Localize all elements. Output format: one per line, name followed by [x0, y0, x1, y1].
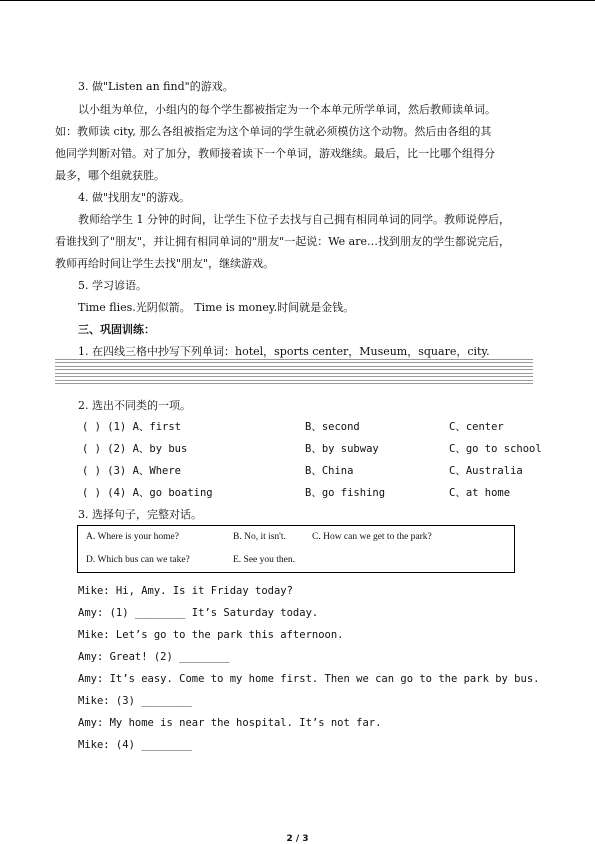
q1-text: 1. 在四线三格中抄写下列单词：hotel，sports center，Museum，square，city.	[78, 345, 490, 358]
p5-line-1: Time flies.光阴似箭。 Time is money.时间就是金钱。	[78, 301, 355, 314]
p5-title: 5. 学习谚语。	[78, 279, 147, 292]
q2-option-c: C、at home	[449, 487, 511, 499]
q2-title: 2. 选出不同类的一项。	[78, 399, 191, 412]
option-d: D. Which bus can we take?	[86, 555, 190, 565]
dialog-line: Amy: (1) ________ It’s Saturday today.	[78, 607, 319, 619]
top-rule	[0, 0, 595, 1]
p3-line-2: 如：教师读 city, 那么各组被指定为这个单词的学生就必须模仿这个动物。然后由各组的其	[55, 125, 492, 138]
p3-title: 3. 做"Listen an find"的游戏。	[78, 80, 234, 93]
dialog-line: Amy: Great! (2) ________	[78, 651, 230, 663]
q2-option-a: ( ) (3) A、Where	[82, 465, 182, 477]
q3-title: 3. 选择句子，完整对话。	[78, 508, 202, 521]
dialog-line: Amy: It’s easy. Come to my home first. Then we can go to the park by bus.	[78, 673, 540, 685]
q2-option-c: C、Australia	[449, 465, 523, 477]
q2-option-a: ( ) (2) A、by bus	[82, 443, 188, 455]
p4-title: 4. 做"找朋友"的游戏。	[78, 191, 191, 204]
dialog-line: Mike: Hi, Amy. Is it Friday today?	[78, 585, 293, 597]
q2-option-c: C、go to school	[449, 443, 542, 455]
option-e: E. See you then.	[233, 555, 296, 565]
q2-option-b: B、China	[305, 465, 354, 477]
p3-line-4: 最多，哪个组就获胜。	[55, 169, 165, 182]
options-box	[77, 525, 515, 573]
page-number: 2 / 3	[286, 834, 309, 844]
p4-line-1: 教师给学生 1 分钟的时间，让学生下位子去找与自己拥有相同单词的同学。教师说停后，	[78, 213, 510, 226]
writing-line	[55, 366, 533, 370]
dialog-line: Amy: My home is near the hospital. It’s not far.	[78, 717, 382, 729]
dialog-line: Mike: (3) ________	[78, 695, 192, 707]
option-b: B. No, it isn't.	[233, 532, 286, 542]
q2-option-c: C、center	[449, 421, 504, 433]
writing-line	[55, 373, 533, 377]
q2-option-a: ( ) (4) A、go boating	[82, 487, 213, 499]
q2-option-b: B、by subway	[305, 443, 379, 455]
q2-option-b: B、second	[305, 421, 360, 433]
writing-line	[55, 380, 533, 384]
p3-line-1: 以小组为单位，小组内的每个学生都被指定为一个本单元所学单词，然后教师读单词。	[78, 103, 496, 116]
p4-line-3: 教师再给时间让学生去找"朋友"，继续游戏。	[55, 257, 275, 270]
section-title: 三、巩固训练：	[78, 323, 155, 336]
dialog-line: Mike: Let’s go to the park this afternoon.	[78, 629, 344, 641]
dialog-line: Mike: (4) ________	[78, 739, 192, 751]
option-a: A. Where is your home?	[86, 532, 179, 542]
option-c: C. How can we get to the park?	[312, 532, 432, 542]
p3-line-3: 他同学判断对错。对了加分，教师接着读下一个单词，游戏继续。最后，比一比哪个组得分	[55, 147, 495, 160]
q2-option-a: ( ) (1) A、first	[82, 421, 182, 433]
p4-line-2: 看谁找到了"朋友"，并让拥有相同单词的"朋友"一起说：We are…找到朋友的学生都说完后，	[55, 235, 510, 248]
writing-line	[55, 359, 533, 363]
q2-option-b: B、go fishing	[305, 487, 386, 499]
